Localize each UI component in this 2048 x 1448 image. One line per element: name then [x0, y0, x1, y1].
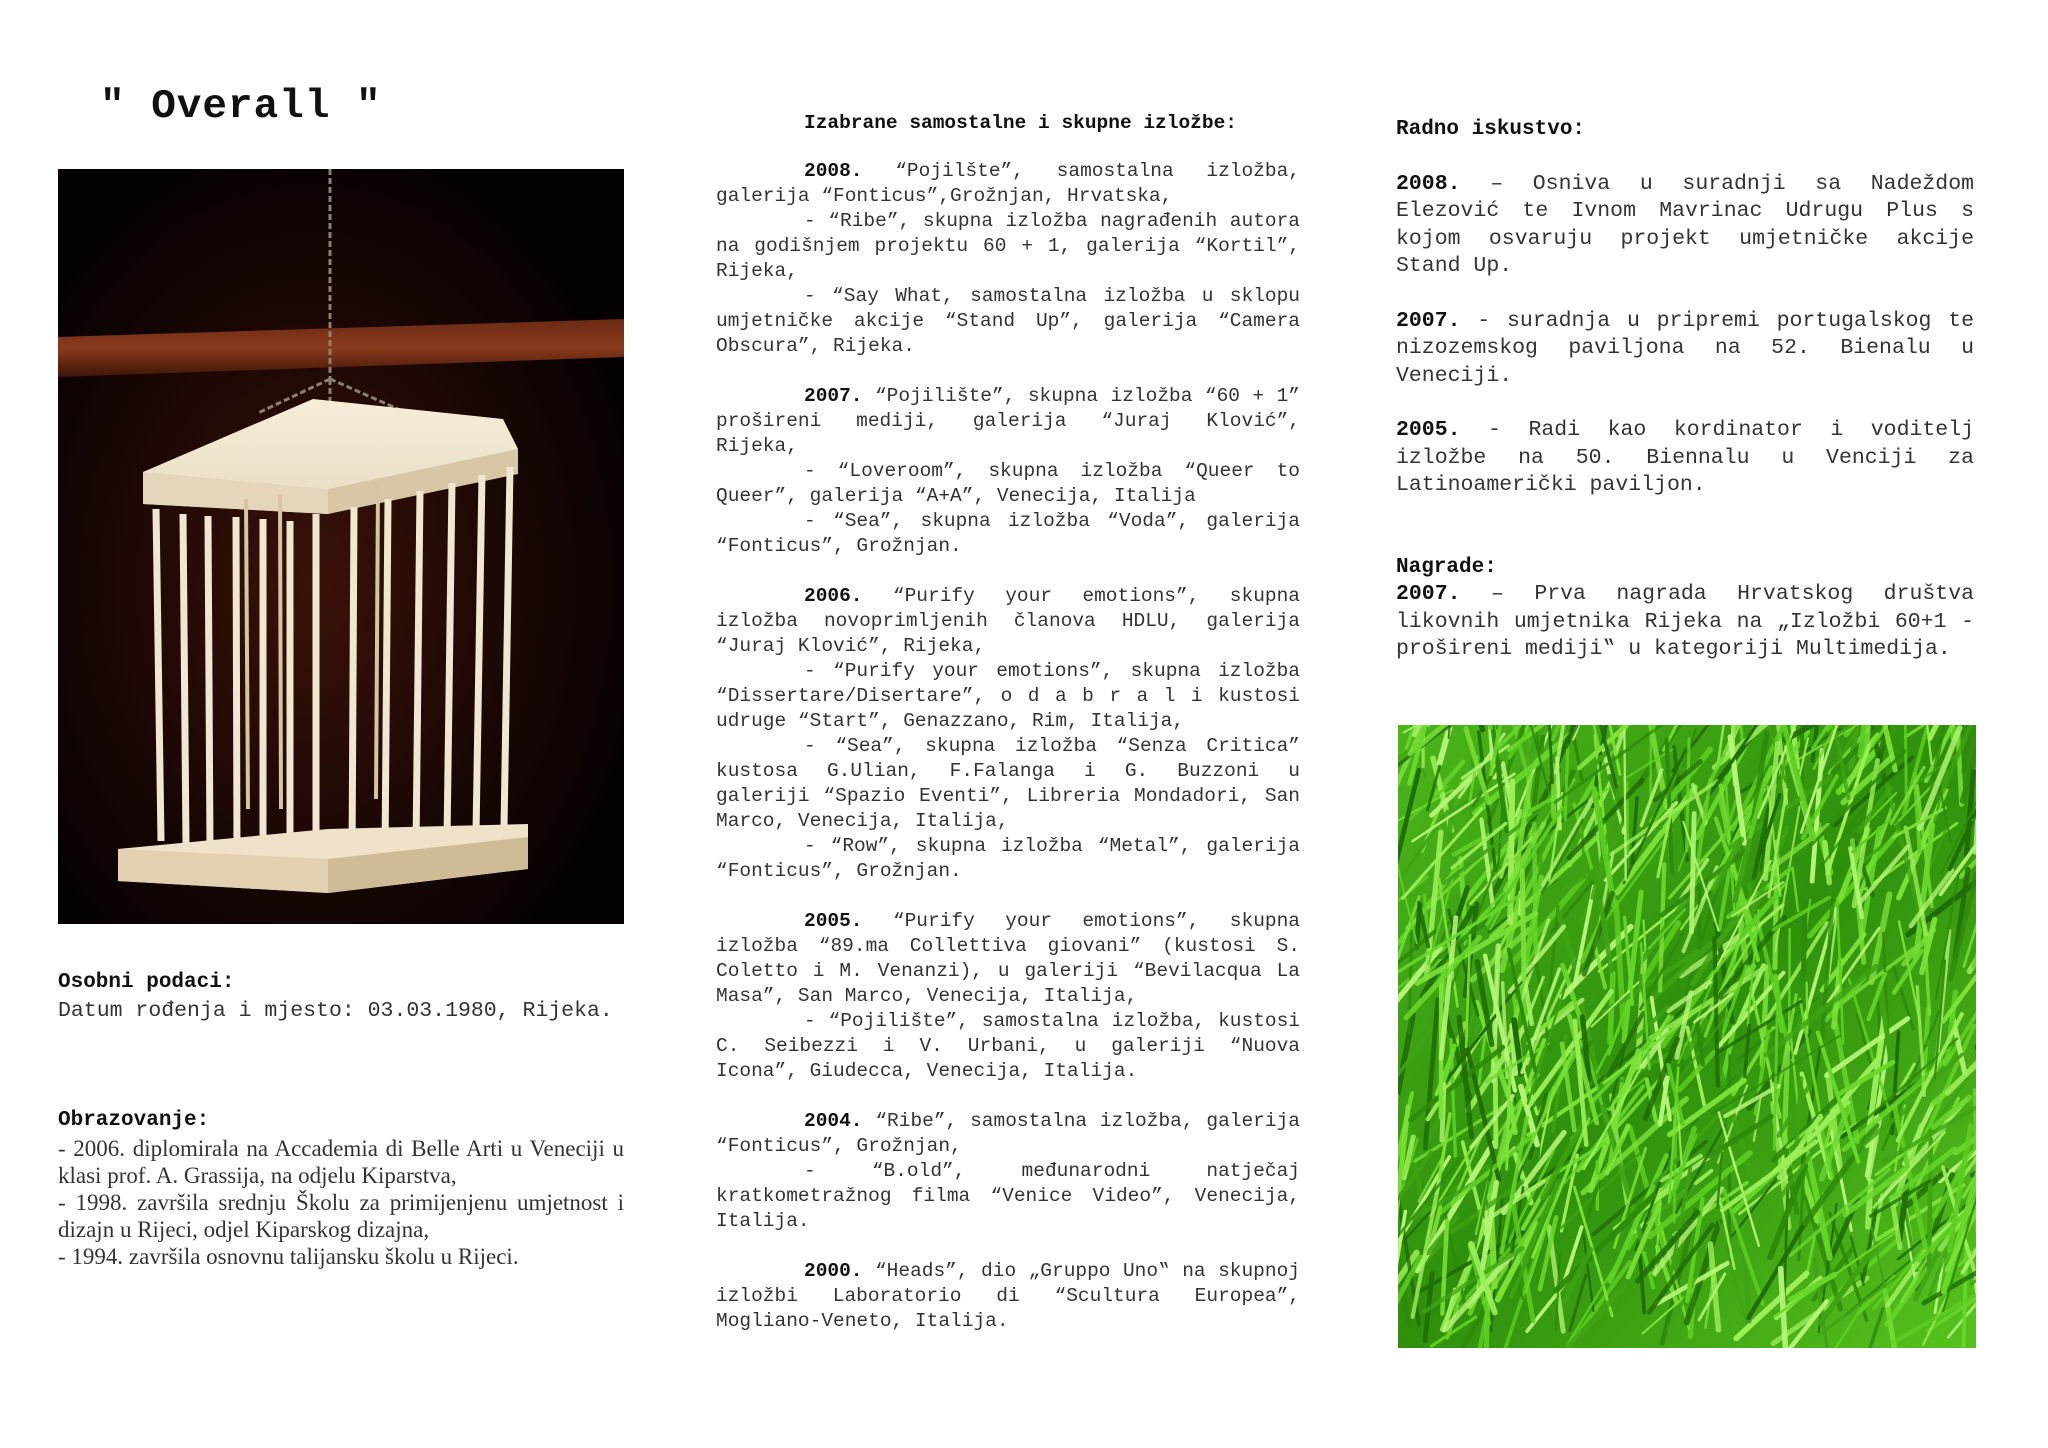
- education-heading: Obrazovanje:: [58, 1109, 210, 1132]
- exhibition-entry: 2004. “Ribe”, samostalna izložba, galerija “Fonticus”, Grožnjan, - “B.old”, međunarodni natječaj kratkometražnog filma “Venice Video”, Venecija, Italija.: [716, 1110, 1300, 1232]
- page-title: " Overall ": [100, 84, 382, 130]
- cage-sculpture-photo: [58, 169, 624, 924]
- exhibition-entry: 2006. “Purify your emotions”, skupna izložba novoprimljenih članova HDLU, galerija “Juraj Klović”, Rijeka, - “Purify your emotions”, skupna izložba “Dissertare/Disertare”, o d a b r a l i kustosi udruge “Start”, Genazzano, Rim, Italija, - “Sea”, skupna izložba “Senza Critica” kustosa G.Ulian, F.Falanga i G. Buzzoni u galeriji “Spazio Eventi”, Libreria Mondadori, San Marco, Venecija, Italija, - “Row”, skupna izložba “Metal”, galerija “Fonticus”, Grožnjan.: [716, 585, 1301, 882]
- education-list: [58, 1135, 624, 1270]
- award-year: 2007.: [1396, 582, 1461, 606]
- exhibition-entry: 2005. “Purify your emotions”, skupna izložba “89.ma Collettiva giovani” (kustosi S. Coletto i M. Venanzi), u galeriji “Bevilacqua La Masa”, San Marco, Venecija, Italija, - “Pojilište”, samostalna izložba, kustosi C. Seibezzi i V. Urbani, u galeriji “Nuova Icona”, Giudecca, Venecija, Italija.: [716, 910, 1301, 1082]
- education-item: - 1998. završila srednju Školu za primijenjenu umjetnost i dizajn u Rijeci, odjel Kiparskog dizajna,: [58, 1190, 624, 1242]
- award-item: 2007. – Prva nagrada Hrvatskog društva likovnih umjetnika Rijeka na „Izložbi 60+1 - prošireni mediji‟ u kategoriji Multimedija.: [1396, 582, 1974, 661]
- exhibition-entry: 2008. “Pojilšte”, samostalna izložba, galerija “Fonticus”,Grožnjan, Hrvatska, - “Ribe”, skupna izložba nagrađenih autora na godišnjem projektu 60 + 1, galerija “Kortil”, Rijeka, - “Say What, samostalna izložba u sklopu umjetničke akcije “Stand Up”, galerija “Camera Obscura”, Rijeka.: [716, 160, 1301, 357]
- personal-data-text: Datum rođenja i mjesto: 03.03.1980, Rijeka.: [58, 999, 613, 1023]
- exhibition-entry: 2007. “Pojilište”, skupna izložba “60 + 1” prošireni mediji, galerija “Juraj Klović”, Rijeka, - “Loveroom”, skupna izložba “Queer to Queer”, galerija “A+A”, Venecija, Italija - “Sea”, skupna izložba “Voda”, galerija “Fonticus”, Grožnjan.: [716, 385, 1300, 557]
- work-item: 2005. - Radi kao kordinator i voditelj izložbe na 50. Biennalu u Venciji za Latinoamerički paviljon.: [1396, 418, 1974, 497]
- work-year: 2008.: [1396, 171, 1461, 196]
- exhibition-entry: 2000. “Heads”, dio „Gruppo Uno‟ na skupnoj izložbi Laboratorio di “Scultura Europea”, Mogliano-Veneto, Italija.: [716, 1260, 1300, 1332]
- education-item: - 1994. završila osnovnu talijansku školu u Rijeci.: [58, 1244, 519, 1269]
- work-year: 2005.: [1396, 418, 1461, 442]
- entry-year: 2005.: [804, 910, 863, 932]
- work-awards-column: [1396, 116, 1974, 691]
- entry-year: 2007.: [804, 385, 863, 407]
- exhibitions-column: [716, 111, 1300, 1359]
- work-experience-heading: Radno iskustvo:: [1396, 118, 1586, 141]
- grass-installation-photo: [1398, 725, 1976, 1348]
- entry-year: 2000.: [804, 1260, 863, 1282]
- work-year: 2007.: [1396, 308, 1461, 333]
- entry-year: 2004.: [804, 1110, 863, 1132]
- work-item: 2007. - suradnja u pripremi portugalskog te nizozemskog paviljona na 52. Bienalu u Veneciji.: [1396, 308, 1974, 388]
- entry-year: 2008.: [804, 160, 863, 182]
- work-item: 2008. – Osniva u suradnji sa Nadeždom Elezović te Ivnom Mavrinac Udrugu Plus s kojom osvaruju projekt umjetničke akcije Stand Up.: [1396, 171, 1974, 278]
- awards-heading: Nagrade:: [1396, 555, 1497, 579]
- entry-year: 2006.: [804, 585, 863, 607]
- education-item: - 2006. diplomirala na Accademia di Belle Arti u Veneciji u klasi prof. A. Grassija, na odjelu Kiparstva,: [58, 1136, 624, 1188]
- personal-data-heading: Osobni podaci:: [58, 971, 235, 994]
- exhibitions-heading: Izabrane samostalne i skupne izložbe:: [804, 112, 1237, 134]
